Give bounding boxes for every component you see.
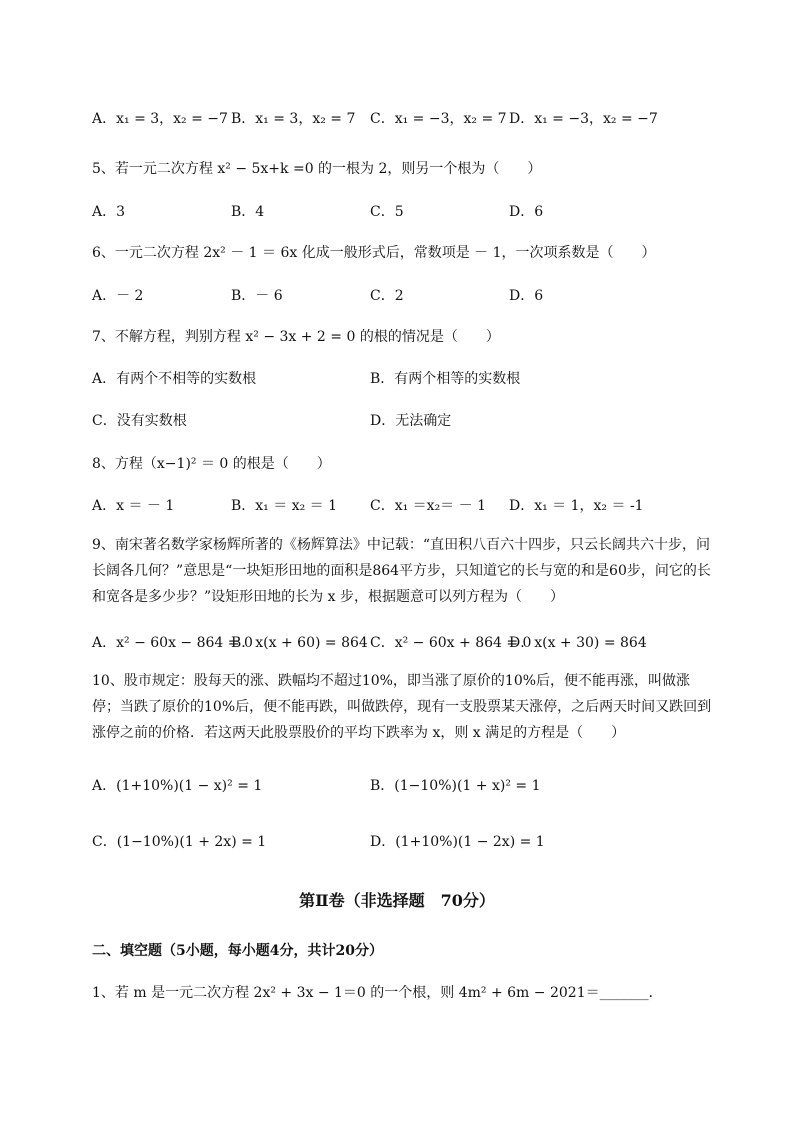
q5-option-b: B．4 [231,204,265,220]
q8-option-d: D．x₁ ＝ 1，x₂ ＝ -1 [509,498,644,514]
part2-heading: 第Ⅱ卷（非选择题 70分） [299,891,495,910]
q10-option-a: A．(1+10%)(1 − x)² = 1 [92,778,263,794]
q5-option-d: D．6 [509,204,544,220]
q7-option-d: D．无法确定 [370,413,452,429]
q8-option-a: A．x ＝ － 1 [92,498,175,514]
q4-option-a: A．x₁ = 3，x₂ = −7 [92,111,228,127]
q9-option-a: A．x² − 60x − 864 = 0 [92,635,253,651]
q5-stem: 5、若一元二次方程 x² − 5x+k =0 的一根为 2，则另一个根为（ ） [92,161,542,177]
q10-option-d: D．(1+10%)(1 − 2x) = 1 [370,834,545,850]
q10-option-b: B．(1−10%)(1 + x)² = 1 [370,778,541,794]
q4-option-c: C．x₁ = −3，x₂ = 7 [370,111,507,127]
q8-option-b: B．x₁ ＝ x₂ ＝ 1 [231,498,338,514]
q5-option-c: C．5 [370,204,404,220]
section2-heading: 二、填空题（5小题，每小题4分，共计20分） [92,943,383,959]
q9-option-b: B．x(x + 60) = 864 [231,635,368,651]
q9-stem: 9、南宋著名数学家杨辉所著的《杨辉算法》中记载：“直田积八百六十四步，只云长阔共六十步，问长阔各几何？”意思是“一块矩形田地的面积是864平方步，只知道它的长与宽的和是60步，问它的长和宽各是多少步？”设矩形田地的长为 x 步，根据题意可以列方程为（ ） [92,537,711,605]
q9-option-c: C．x² − 60x + 864 = 0 [370,635,532,651]
q8-option-c: C．x₁ ＝x₂＝ － 1 [370,498,486,514]
q6-option-c: C．2 [370,288,404,304]
q6-stem: 6、一元二次方程 2x² － 1 ＝ 6x 化成一般形式后，常数项是 － 1，一次项系数是（ ） [92,245,656,261]
q5-option-a: A．3 [92,204,126,220]
fill1-stem: 1、若 m 是一元二次方程 2x² + 3x − 1＝0 的一个根，则 4m² + 6m − 2021＝_______． [92,985,663,1001]
q8-stem: 8、方程（x−1)² ＝ 0 的根是（ ） [92,456,331,472]
q6-option-d: D．6 [509,288,544,304]
q7-option-a: A．有两个不相等的实数根 [92,371,257,387]
q6-option-a: A．－ 2 [92,288,144,304]
q7-option-c: C．没有实数根 [92,413,187,429]
q7-stem: 7、不解方程，判别方程 x² − 3x + 2 = 0 的根的情况是（ ） [92,329,500,345]
q10-stem: 10、股市规定：股每天的涨、跌幅均不超过10%，即当涨了原价的10%后，便不能再涨，叫做涨停；当跌了原价的10%后，便不能再跌，叫做跌停，现有一支股票某天涨停，之后两天时间又跌回到涨停之前的价格．若这两天此股票股价的平均下跌率为 x，则 x 满足的方程是（ ） [92,673,712,741]
q6-option-b: B．－ 6 [231,288,283,304]
q9-option-d: D．x(x + 30) = 864 [509,635,647,651]
q10-option-c: C．(1−10%)(1 + 2x) = 1 [92,834,267,850]
q4-option-b: B．x₁ = 3，x₂ = 7 [231,111,356,127]
q7-option-b: B．有两个相等的实数根 [370,371,521,387]
q4-option-d: D．x₁ = −3，x₂ = −7 [509,111,658,127]
